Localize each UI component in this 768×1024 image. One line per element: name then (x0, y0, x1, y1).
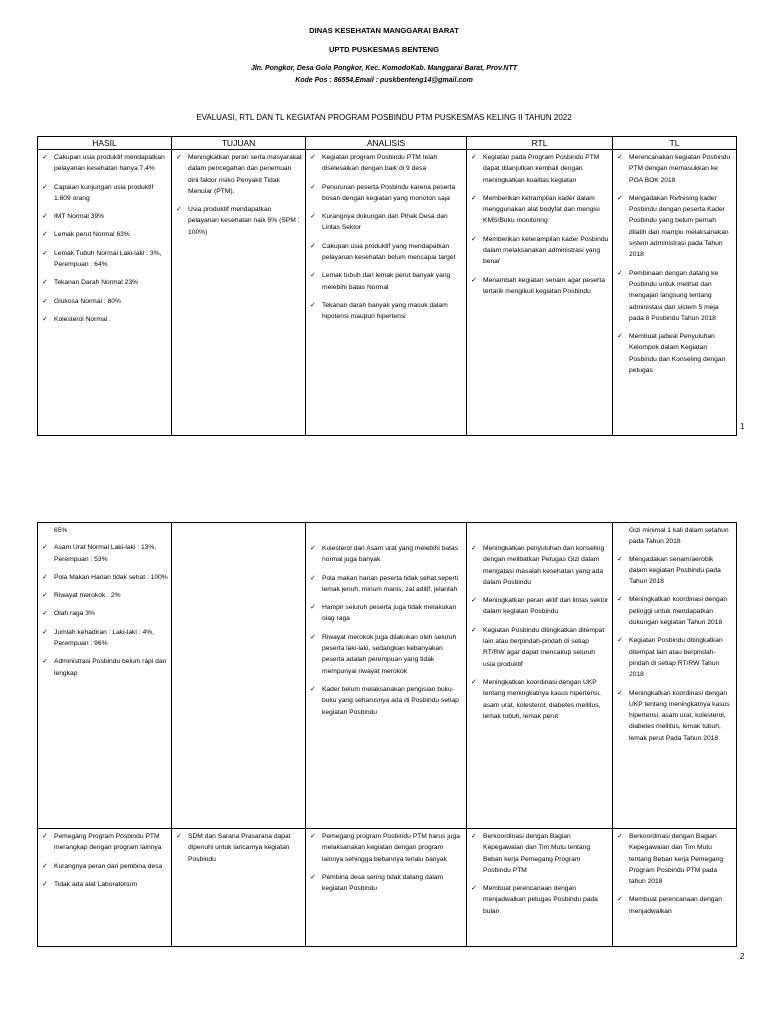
check-icon: ✓ (471, 833, 477, 840)
list-item (41, 879, 168, 890)
list-item-text: Penurunan peserta Posbindu karena peserta bosan dengan kegiatan yang monoton saja (322, 183, 456, 202)
table-row (38, 523, 737, 829)
table-row (38, 829, 737, 947)
list-item (175, 204, 302, 238)
check-icon: ✓ (471, 626, 477, 634)
list-item (41, 152, 168, 175)
list-item-text: Jumlah kehadiran : Laki-laki : 4%, Perempuan : 96% (54, 628, 154, 648)
cell-analisis (306, 150, 467, 436)
list-item-text: Kurangnya peran dari pembina desa (54, 862, 163, 870)
check-icon: ✓ (310, 633, 316, 641)
col-header-tl: TL (613, 137, 737, 150)
check-icon: ✓ (310, 574, 316, 582)
list-item (470, 193, 609, 227)
bullet-list (616, 152, 733, 376)
list-item-text: Pembinaan dengan datang ke Posbindu untuk melihat dan mengajari langsung tentang administasi dan sistem 5 meja pada 6 Posbindu Tahun 2018 (629, 269, 719, 322)
list-item-text: Memberikan ketrampilan kader dalam menggunakan alat bodyfat dan mengisi KMS/Buku monitoring (483, 194, 600, 225)
list-item (175, 152, 302, 197)
contact-line: Kode Pos : 86554,Email : puskbenteng14@gmail.com (295, 77, 473, 84)
check-icon: ✓ (617, 333, 623, 341)
page-number: 2 (740, 952, 745, 961)
list-item-text: Merencanakan kegiatan Posbindu PTM dengan memasukkan ke POA BOK 2018 (629, 154, 731, 184)
list-item (309, 241, 463, 264)
check-icon: ✓ (617, 689, 623, 697)
list-item-text: Administrasi Posbindu belum rapi dan lengkap (54, 658, 167, 677)
list-item (616, 594, 733, 628)
list-item (470, 831, 609, 876)
agency-name: DINAS KESEHATAN MANGGARAI BARAT (309, 26, 459, 35)
list-item-text: Tekanan darah banyak yang masuk dalam hipotensi maupun hipertensi (322, 301, 448, 321)
list-item-text: Kegiatan pada Program Posbindu PTM dapat dilanjutkan kembali dengan meningkatkan kualitas kegiatan (483, 154, 600, 184)
page-number: 1 (740, 422, 745, 431)
list-item (309, 573, 463, 596)
check-icon: ✓ (42, 213, 48, 221)
list-item (309, 831, 463, 865)
bullet-list (470, 152, 609, 297)
cell-hasil (38, 829, 172, 947)
bullet-list (616, 554, 733, 744)
list-item (41, 656, 168, 679)
list-item (175, 831, 302, 865)
bullet-list (470, 543, 609, 722)
list-item (309, 543, 463, 566)
check-icon: ✓ (42, 658, 48, 666)
check-icon: ✓ (471, 194, 477, 202)
list-item (470, 152, 609, 186)
list-item (470, 595, 609, 618)
list-item (616, 554, 733, 588)
list-item-text: Meningkatkan penyuluhan dan konseling dengan melibatkan Petugas Gizi dalam mengatasi masalah kesehatan yang ada dalam Posbindu (483, 545, 605, 586)
list-item-text: Meningkatkan peran serta masyarakat dalam pencegahan dan penemuan dini faktor risiko Penyakit Tidak Menular (PTM). (188, 154, 302, 195)
list-item (616, 635, 733, 680)
list-item-text: Olah raga 3% (54, 610, 95, 618)
check-icon: ✓ (310, 213, 316, 221)
check-icon: ✓ (42, 610, 48, 618)
list-item-text: IMT Normal 39% (54, 213, 105, 221)
check-icon: ✓ (310, 685, 316, 693)
check-icon: ✓ (617, 194, 623, 202)
check-icon: ✓ (310, 272, 316, 280)
list-item (41, 211, 168, 222)
list-item-text: Riwayat merokok juga dilakukan oleh seluruh peserta laki-laki, sedangkan kebanyakan peserta adalah perempuan yang tidak mempunyai riwayat merokok (322, 633, 457, 675)
list-item-text: Mengadakan Refresing kader Posbindu dengan peserta Kader Posbindu yang belum pernah dilatih dan mampu melaksanakan sistem administrasi pada Tahun 2018 (629, 194, 729, 259)
cell-hasil (38, 523, 172, 829)
list-item-text: Cakupan usia produktif yang mendapatkan pelayanan kesehatan belum mencapai target (322, 242, 456, 262)
list-item-text: Tidak ada alat Laboratorium (54, 880, 138, 888)
list-item (309, 602, 463, 625)
check-icon: ✓ (310, 604, 316, 612)
list-item (41, 590, 168, 601)
cell-analisis (306, 829, 467, 947)
cell-tujuan (172, 150, 306, 436)
list-item (41, 542, 168, 565)
list-item (41, 277, 168, 288)
check-icon: ✓ (310, 242, 316, 250)
list-item (616, 268, 733, 324)
list-item-text: Kegiatan Posbindu ditingkatkan ditempat lain atau berpindah-pindah di setiap RT/RW agar dapat mencakup seluruh usia produktif (483, 626, 605, 668)
check-icon: ✓ (176, 154, 182, 161)
cell-rtl (467, 150, 613, 436)
list-item-text: Pola Makan Harian tidak sehat : 100% (54, 573, 168, 581)
check-icon: ✓ (42, 544, 48, 552)
cell-hasil (38, 150, 172, 436)
check-icon: ✓ (310, 873, 316, 881)
list-item-text: Meningkatkan koordinasi dengan UKP tentang meningkatnya kasus hipertensi, asam urat, kolesterol, diabetes mellitus, lemak tubuh, lemak perut (483, 678, 601, 720)
check-icon: ✓ (42, 862, 48, 870)
check-icon: ✓ (471, 597, 477, 605)
list-item-text: Kolesterol Normal : (54, 315, 111, 323)
check-icon: ✓ (42, 231, 48, 239)
document-title: EVALUASI, RTL DAN TL KEGIATAN PROGRAM POSBINDU PTM PUSKESMAS KELING II TAHUN 2022 (196, 113, 572, 122)
list-item (616, 688, 733, 744)
bullet-list (309, 831, 463, 894)
list-item-text: Asam Urat Normal Laki-laki : 13%, Perempuan : 53% (54, 544, 157, 563)
list-item-text: Cakupan usia produktif mendapatkan pelayanan kesehatan hanya 7,4% (54, 154, 165, 173)
check-icon: ✓ (310, 833, 316, 840)
check-icon: ✓ (310, 154, 316, 161)
list-item-text: Menambah kegiatan senam agar peserta tertarik mengikuti kegiatan Posbindu (483, 276, 605, 295)
cell-tujuan (172, 523, 306, 829)
list-item (309, 270, 463, 293)
cell-analisis (306, 523, 467, 829)
list-item-text: SDM dan Sarana Prasarana dapat dipenuhi untuk lancarnya kegiatan Posbindu (188, 833, 291, 863)
check-icon: ✓ (617, 596, 623, 604)
list-item-text: Membuat perencanaan dengan menjadwalkan petugas Posbindu pada bulan (483, 885, 598, 915)
check-icon: ✓ (42, 592, 48, 600)
check-icon: ✓ (42, 573, 48, 581)
check-icon: ✓ (617, 154, 623, 161)
list-item-text: Berkoordinasi dengan Bagian Kepegawaian dan Tim Mutu tentang Beban kerja Pemegang Program Posbindu PTM pada tahun 2018 (629, 833, 724, 886)
list-item (309, 684, 463, 718)
check-icon: ✓ (471, 276, 477, 284)
list-item-text: Pemegang program Posbindu PTM harus juga melaksanakan kegiatan dengan program lainnya sehingga bebannya terlalu banyak (322, 833, 460, 863)
list-item (41, 572, 168, 583)
check-icon: ✓ (471, 885, 477, 893)
unit-name: UPTD PUSKESMAS BENTENG (328, 45, 440, 54)
bullet-list (470, 831, 609, 917)
list-item (41, 608, 168, 619)
check-icon: ✓ (42, 880, 48, 888)
cell-rtl (467, 829, 613, 947)
check-icon: ✓ (176, 206, 182, 214)
list-item-text: Usia produktif mendapatkan pelayanan kesehatan naik 5% (SPM : 100%) (188, 206, 300, 236)
bullet-list (41, 152, 168, 325)
list-item-text: Berkoordinasi dengan Bagian Kepegawaian dan Tim Mutu tentang Beban kerja Pemegang Program Posbindu PTM (483, 833, 591, 874)
check-icon: ✓ (310, 301, 316, 309)
bullet-list (41, 831, 168, 890)
list-item-text: Memberikan keterampilan kader Posbindu dalam melaksanakan administrasi yang benar (483, 235, 609, 266)
bullet-list (616, 831, 733, 917)
list-item (470, 625, 609, 670)
list-item (309, 211, 463, 234)
list-item (616, 193, 733, 261)
check-icon: ✓ (471, 154, 477, 161)
list-item-text: Pemegang Program Posbindu PTM merangkap dengan program lainnya (54, 833, 162, 852)
list-item (41, 229, 168, 240)
check-icon: ✓ (471, 545, 477, 552)
continued-text: 65% (54, 527, 68, 534)
list-item-text: Pembina desa sering tidak datang dalam kegiatan Posbindu (322, 873, 444, 893)
list-item (41, 831, 168, 854)
list-item-text: Meningkatkan koordinasi dengan petinggi untuk mendapatkan dukungan kegiatan Tahun 2018 (629, 596, 728, 627)
list-item-text: Riwayat merokok : 2% (54, 592, 121, 600)
check-icon: ✓ (42, 833, 48, 840)
list-item (309, 872, 463, 895)
address-line: Jln. Pongkor, Desa Golo Pongkor, Kec. KomodoKab. Manggarai Barat, Prov.NTT (250, 65, 518, 72)
check-icon: ✓ (42, 315, 48, 323)
col-header-analisis: ANALISIS (306, 137, 467, 150)
list-item-text: Glukosa Normal : 80% (54, 297, 121, 305)
check-icon: ✓ (471, 678, 477, 686)
list-item (41, 248, 168, 271)
list-item-text: Kolesterol dan Asam urat yang melebihi batas normal juga banyak (322, 545, 459, 564)
list-item-text: Pola makan harian peserta tidak sehat seperti lemak jenuh, minum manis, zat aditif, jelantah (322, 574, 459, 593)
continued-text: Gizi minimal 1 kali dalam setahun pada Tahun 2018 (629, 527, 729, 546)
check-icon: ✓ (176, 833, 182, 840)
cell-rtl (467, 523, 613, 829)
bullet-list (309, 152, 463, 323)
list-item (309, 152, 463, 175)
list-item-text: Membuat jadwal Penyuluhan Kelompok dalam Kegiatan Posbindu dan Konseling dengan petugas (629, 333, 726, 375)
list-item-text: Capaian kunjungan usia produktif 1.609 orang (54, 183, 154, 202)
bullet-list (41, 542, 168, 679)
col-header-tujuan: TUJUAN (172, 137, 306, 150)
cell-tl (613, 523, 737, 829)
check-icon: ✓ (471, 235, 477, 243)
check-icon: ✓ (42, 628, 48, 636)
bullet-list (175, 152, 302, 238)
evaluation-table-page2 (37, 522, 737, 947)
list-item-text: Lemak tubuh dan lemak perut banyak yang melebihi batas Normal (322, 272, 451, 291)
col-header-rtl: RTL (467, 137, 613, 150)
list-item (616, 331, 733, 376)
list-item-text: Lemak Tubuh Normal Laki-laki : 3%, Perempuan : 64% (54, 249, 162, 269)
evaluation-table-page1 (37, 136, 737, 436)
list-item (41, 627, 168, 650)
cell-tl (613, 150, 737, 436)
list-item (309, 182, 463, 205)
list-item-text: Kegiatan Posbindu ditingkatkan ditempat lain atau berpindah-pindah di setiap RT/RW Tahun 2018 (629, 637, 723, 679)
list-item (309, 632, 463, 677)
list-item (309, 300, 463, 323)
list-item (470, 234, 609, 268)
check-icon: ✓ (310, 545, 316, 552)
list-item (470, 275, 609, 298)
check-icon: ✓ (617, 269, 623, 277)
check-icon: ✓ (42, 297, 48, 305)
list-item-text: Kegiatan program Posbindu PTM telah diselesaikan dengan baik di 9 desa (322, 154, 438, 173)
list-item (616, 152, 733, 186)
list-item (41, 314, 168, 325)
list-item (470, 543, 609, 588)
check-icon: ✓ (310, 183, 316, 191)
cell-tl (613, 829, 737, 947)
bullet-list (175, 831, 302, 865)
list-item (41, 861, 168, 872)
list-item (41, 182, 168, 205)
list-item-text: Lemak perut Normal 63% (54, 231, 130, 239)
col-header-hasil: HASIL (38, 137, 172, 150)
list-item (41, 296, 168, 307)
list-item-text: Mengadakan senam/aerobik dalam kegiatan Posbindu pada Tahun 2018 (629, 555, 721, 586)
table-row (38, 150, 737, 436)
list-item (616, 831, 733, 887)
list-item-text: Membuat perencanaan dengan menjadwalkan (629, 896, 722, 915)
list-item (470, 883, 609, 917)
list-item-text: Tekanan Darah Normal 23% (54, 279, 139, 287)
check-icon: ✓ (42, 183, 48, 191)
list-item-text: Kurangnya dukungan dari Pihak Desa dan Lintas Sektor (322, 213, 448, 232)
bullet-list (309, 543, 463, 718)
check-icon: ✓ (617, 555, 623, 563)
list-item-text: Kader belum melaksanakan pengisian buku-buku yang seharusnya ada di Posbindu setiap kegiatan Posbindu (322, 685, 459, 716)
list-item-text: Meningkatkan koordinasi dengan UKP tentang meningkatnya kasus hipertensi, asam urat, kolesterol, diabetes mellitus, lemak tubuh, lemak perut Pada Tahun 2018 (629, 689, 730, 742)
check-icon: ✓ (617, 896, 623, 904)
cell-tujuan (172, 829, 306, 947)
check-icon: ✓ (42, 249, 48, 257)
check-icon: ✓ (42, 279, 48, 287)
check-icon: ✓ (42, 154, 48, 161)
list-item-text: Hampir seluruh peserta juga tidak melakukan olag raga (322, 604, 457, 623)
check-icon: ✓ (617, 833, 623, 840)
list-item (470, 677, 609, 722)
list-item (616, 894, 733, 917)
check-icon: ✓ (617, 637, 623, 645)
list-item-text: Meningkatkan peran aktif dari lintas sektor dalam kegiatan Posbindu (483, 597, 609, 616)
table-header-row (38, 137, 737, 150)
